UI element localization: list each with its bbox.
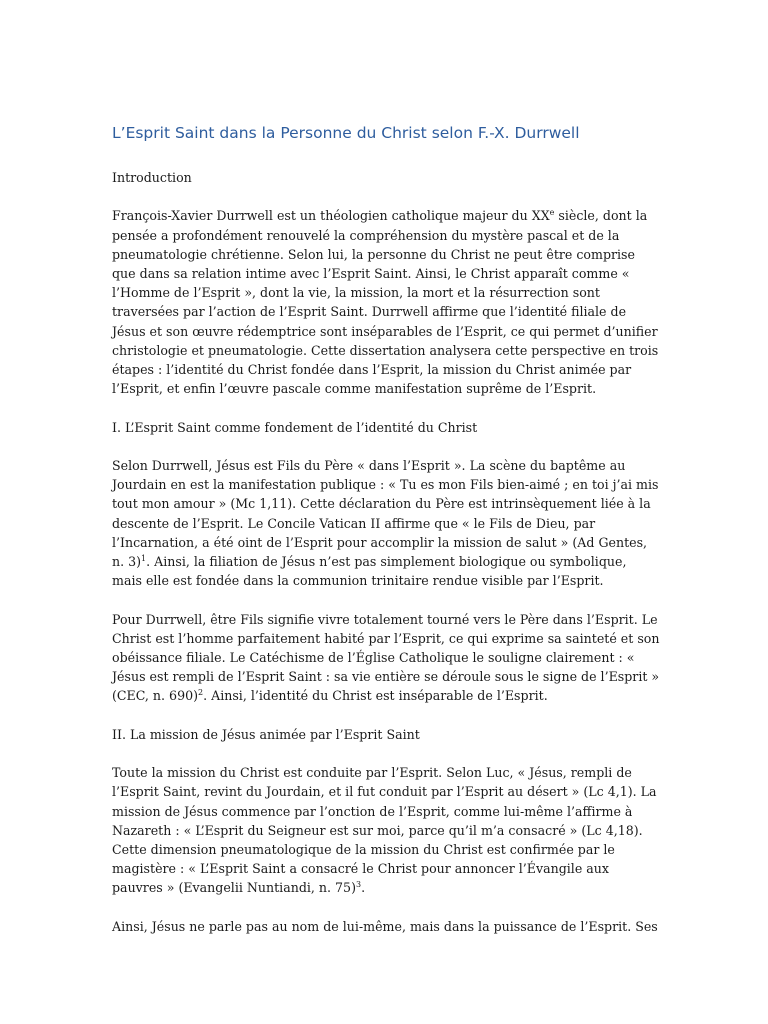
section-1-heading: I. L’Esprit Saint comme fondement de l’identité du Christ xyxy=(112,419,478,435)
s1-p2-text-b: . Ainsi, l’identité du Christ est inséparable de l’Esprit. xyxy=(203,688,548,704)
s2-p1-text-a: Toute la mission du Christ est conduite par l’Esprit. Selon Luc, « Jésus, rempli de l’Esprit Saint, revint du Jourdain, et il fut conduit par l’Esprit au désert » (Lc 4,1). La mission de Jésus commence par l’onction de l’Esprit, comme lui-même l’affirme à Nazareth : « L’Esprit du Seigneur est sur moi, parce qu’il m’a consacré » (Lc 4,18). Cette dimension pneumatologique de la mission du Christ est confirmée par le magistère : « L’Esprit Saint a consacré le Christ pour annoncer l’Évangile aux pauvres » (Evangelii Nuntiandi, n. 75) xyxy=(112,765,657,896)
superscript-e: e xyxy=(549,208,555,218)
intro-paragraph xyxy=(112,206,660,398)
section-1-paragraph-1 xyxy=(112,456,660,590)
s1-p1-text-b: . Ainsi, la filiation de Jésus n’est pas simplement biologique ou symbolique, mais elle est fondée dans la communion trinitaire rendue visible par l’Esprit. xyxy=(112,554,627,589)
footnote-ref-2: 2 xyxy=(198,688,204,698)
footnote-ref-3: 3 xyxy=(356,880,362,890)
intro-heading: Introduction xyxy=(112,170,192,185)
document-title: L’Esprit Saint dans la Personne du Christ selon F.-X. Durrwell xyxy=(112,124,580,142)
s1-p2-text-a: Pour Durrwell, être Fils signifie vivre totalement tourné vers le Père dans l’Esprit. Le Christ est l’homme parfaitement habité par l’Esprit, ce qui exprime sa sainteté et son obéissance filiale. Le Catéchisme de l’Église Catholique le souligne clairement : « Jésus est rempli de l’Esprit Saint : sa vie entière se déroule sous le signe de l’Esprit » (CEC, n. 690) xyxy=(112,611,660,704)
section-2-heading: II. La mission de Jésus animée par l’Esprit Saint xyxy=(112,726,420,742)
intro-text-a: François-Xavier Durrwell est un théologien catholique majeur du XX xyxy=(112,208,550,224)
section-2-paragraph-2: Ainsi, Jésus ne parle pas au nom de lui-même, mais dans la puissance de l’Esprit. Ses xyxy=(112,918,658,934)
footnote-ref-1: 1 xyxy=(141,553,147,563)
s1-p1-text-a: Selon Durrwell, Jésus est Fils du Père « dans l’Esprit ». La scène du baptême au Jourdain en est la manifestation publique : « Tu es mon Fils bien-aimé ; en toi j’ai mis tout mon amour » (Mc 1,11). Cette déclaration du Père est intrinsèquement liée à la descente de l’Esprit. Le Concile Vatican II affirme que « le Fils de Dieu, par l’Incarnation, a été oint de l’Esprit pour accomplir la mission de salut » (Ad Gentes, n. 3) xyxy=(112,458,659,570)
section-2-paragraph-1 xyxy=(112,763,660,897)
section-1-paragraph-2 xyxy=(112,610,660,706)
s2-p1-text-b: . xyxy=(361,880,366,896)
document-body xyxy=(112,168,660,955)
intro-text-b: siècle, dont la pensée a profondément renouvelé la compréhension du mystère pascal et de la pneumatologie chrétienne. Selon lui, la personne du Christ ne peut être comprise que dans sa relation intime avec l’Esprit Saint. Ainsi, le Christ apparaît comme « l’Homme de l’Esprit », dont la vie, la mission, la mort et la résurrection sont traversées par l’action de l’Esprit Saint. Durrwell affirme que l’identité filiale de Jésus et son œuvre rédemptrice sont inséparables de l’Esprit, ce qui permet d’unifier christologie et pneumatologie. Cette dissertation analysera cette perspective en trois étapes : l’identité du Christ fondée dans l’Esprit, la mission du Christ animée par l’Esprit, et enfin l’œuvre pascale comme manifestation suprême de l’Esprit. xyxy=(112,208,659,397)
